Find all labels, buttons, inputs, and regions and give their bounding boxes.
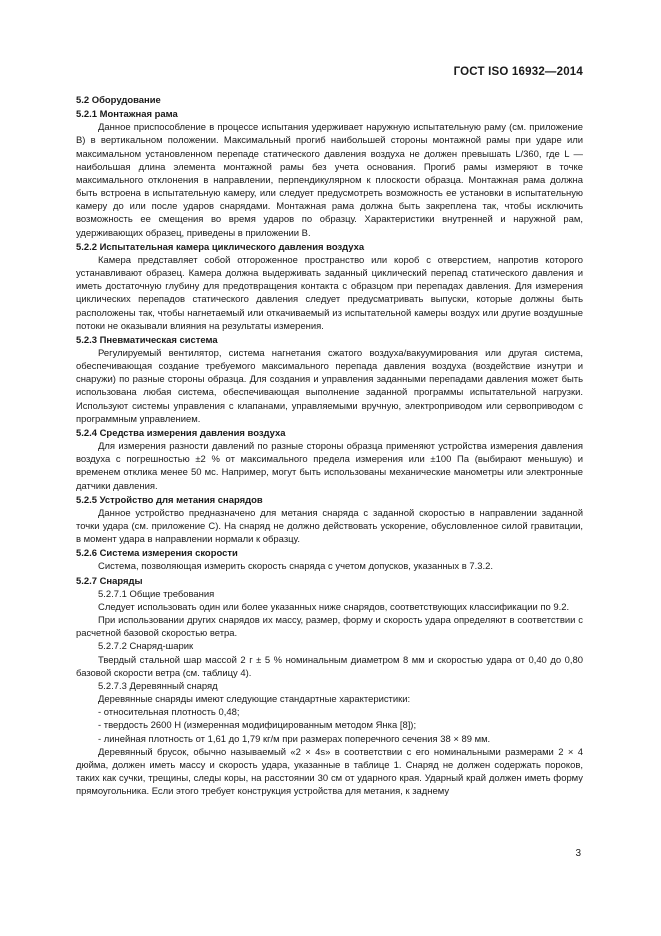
subsection-heading-5-2-6: 5.2.6 Система измерения скорости (76, 548, 238, 560)
paragraph: Данное устройство предназначено для метания снаряда с заданной скоростью в направлении заданной точки удара (см. приложение С). На снаряд не должно действовать ускорение, обусловленное силой гравитации, в момент удара в направлении нормали к образцу. (76, 507, 583, 546)
paragraph: Деревянные снаряды имеют следующие стандартные характеристики: (98, 694, 411, 706)
list-item: - линейная плотность от 1,61 до 1,79 кг/м при размерах поперечного сечения 38 × 89 мм. (98, 733, 491, 745)
paragraph: Система, позволяющая измерить скорость снаряда с учетом допусков, указанных в 7.3.2. (98, 561, 494, 573)
paragraph: Следует использовать один или более указанных ниже снарядов, соответствующих классификации по 9.2. (98, 601, 570, 613)
section-heading-5-2: 5.2 Оборудование (76, 95, 161, 106)
document-body (76, 94, 583, 798)
subsection-heading-5-2-5: 5.2.5 Устройство для метания снарядов (76, 494, 263, 506)
paragraph: Для измерения разности давлений по разные стороны образца применяют устройства измерения давления воздуха с погрешностью ±2 % от максимального предела измерения или ±100 Па (выбирают меньшую) и временем отклика менее 50 мс. Например, могут быть использованы механические манометры или электронные датчики давления. (76, 441, 583, 492)
page-number: 3 (575, 848, 581, 859)
subsection-heading-5-2-3: 5.2.3 Пневматическая система (76, 334, 218, 346)
paragraph: Регулируемый вентилятор, система нагнетания сжатого воздуха/вакуумирования или другая система, обеспечивающая создание требуемого максимального перепада давления воздуха (воздействие изнутри и снаружи) по разные стороны образца. Для создания и управления заданными перепадами давления может быть использована любая система, обеспечивающая выполнение заданной программы испытательной нагрузки. Используют системы управления с клапанами, управляемыми вручную, электроприводом или сервоприводом с программным управлением. (76, 347, 583, 425)
paragraph: Деревянный брусок, обычно называемый «2 × 4s» в соответствии с его номинальными размерами 2 × 4 дюйма, должен иметь массу и скорость удара, указанные в таблице 1. Снаряд не должен содержать пороков, таких как сучки, трещины, следы коры, на расстоянии 30 см от ударного края. Ударный край должен иметь форму прямоугольника. Если этого требует конструкция устройства для метания, к заднему (76, 746, 583, 798)
paragraph: При использовании других снарядов их массу, размер, форму и скорость удара определяют в соответствии с расчетной базовой скоростью ветра. (76, 615, 583, 640)
document-header: ГОСТ ISO 16932—2014 (453, 66, 583, 78)
list-item: - относительная плотность 0,48; (98, 707, 240, 719)
paragraph: Твердый стальной шар массой 2 г ± 5 % номинальным диаметром 8 мм и скоростью удара от 0,40 до 0,80 базовой скорости ветра (см. таблицу 4). (76, 654, 583, 679)
paragraph: Данное приспособление в процессе испытания удерживает наружную испытательную раму (см. приложение В) в вертикальном положении. Максимальный прогиб наибольшей стороны монтажной рамы при ударе или максимальном установленном перепаде статического давления воздуха не должен превышать L/360, где L — наибольшая длина элемента монтажной рамы без учета основания. Прогиб рамы измеряют в точке максимального отклонения в направлении, перпендикулярном к плоскости образца. Монтажная рама должна быть встроена в испытательную камеру, или следует предусмотреть возможность ее установки в испытательную камеру до или после ударов снарядами. Монтажная рама должна быть закреплена так, чтобы исключить возможность ее смещения во время ударов по образцу. Характеристики внутренней и наружной рам, удерживающих образец, приведены в приложении В. (76, 122, 583, 239)
subsection-heading-5-2-7: 5.2.7 Снаряды (76, 575, 143, 587)
paragraph: Камера представляет собой отгороженное пространство или короб с отверстием, напротив которого устанавливают образец. Камера должна выдерживать заданный циклический перепад статического давления и иметь достаточную глубину для предотвращения контакта с образцом при перепадах давления. Для измерения циклических перепадов статического давления следует предусматривать выпуски, которые должны быть расположены так, чтобы нагнетаемый или откачиваемый из испытательной камеры воздух или другие воздушные потоки не оказывали влияния на результаты измерения. (76, 254, 583, 332)
subsection-heading-5-2-4: 5.2.4 Средства измерения давления воздуха (76, 427, 286, 439)
subsubsection-heading-5-2-7-1: 5.2.7.1 Общие требования (98, 588, 215, 600)
subsubsection-heading-5-2-7-3: 5.2.7.3 Деревянный снаряд (98, 680, 218, 692)
list-item: - твердость 2600 Н (измеренная модифицированным методом Янка [8]); (98, 720, 417, 732)
subsection-heading-5-2-2: 5.2.2 Испытательная камера циклического давления воздуха (76, 241, 365, 253)
subsubsection-heading-5-2-7-2: 5.2.7.2 Снаряд-шарик (98, 641, 194, 653)
subsection-heading-5-2-1: 5.2.1 Монтажная рама (76, 109, 178, 121)
